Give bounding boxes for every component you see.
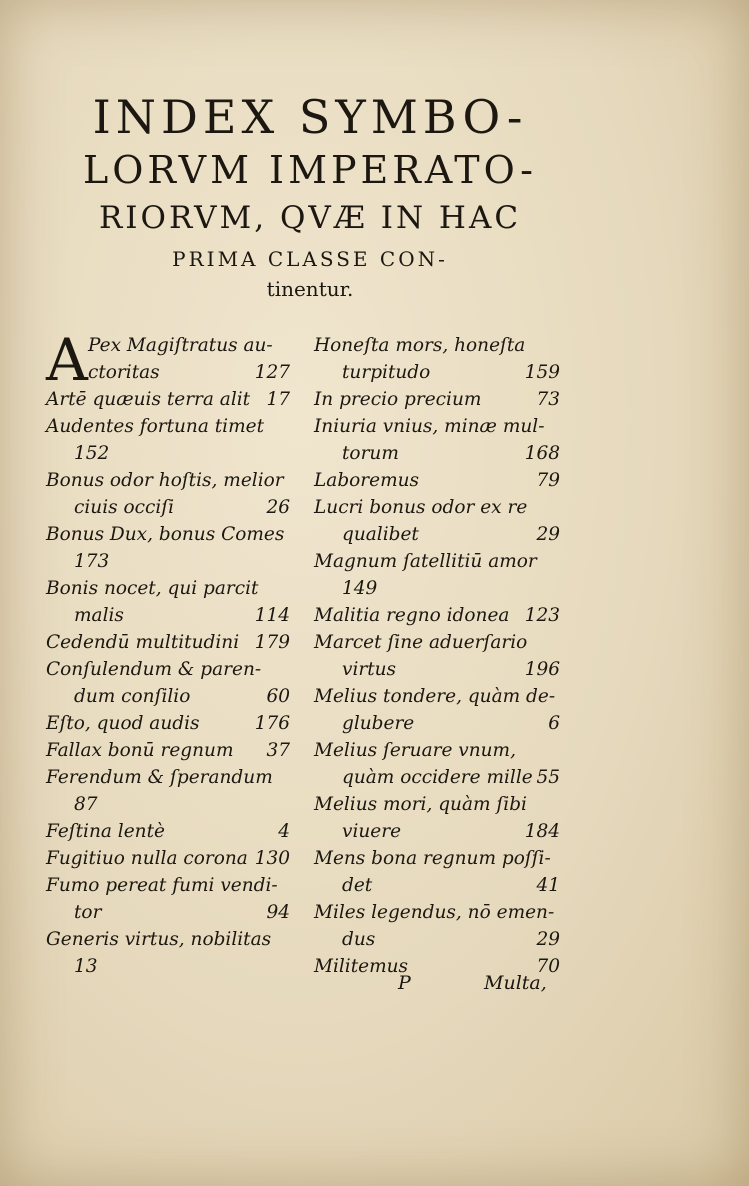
index-entry-line: [314, 386, 560, 413]
drop-cap: A: [46, 326, 88, 394]
index-entry-text: Iniuria vnius, minæ mul-: [314, 416, 545, 437]
index-entry-text: Melius mori, quàm ſibi: [314, 794, 527, 815]
index-entry-line: [314, 494, 560, 521]
index-entry-line: [46, 467, 290, 494]
index-entry-text: 152: [74, 443, 110, 464]
index-entry-line: [46, 548, 290, 575]
index-entry-line: [314, 575, 560, 602]
index-entry-text: Lucri bonus odor ex re: [314, 497, 528, 518]
index-entry-text: det: [342, 875, 373, 896]
index-entry-line: [314, 926, 560, 953]
index-entry-page-number: 41: [536, 875, 560, 896]
index-entry-page-number: 73: [536, 389, 560, 410]
catchword: Multa,: [484, 972, 547, 994]
index-entry-line: [314, 737, 560, 764]
index-entry-page-number: 29: [536, 524, 560, 545]
index-entry-page-number: 179: [254, 632, 290, 653]
index-entry-text: virtus: [342, 659, 397, 680]
index-entry-page-number: 60: [266, 686, 290, 707]
index-entry-page-number: 184: [524, 821, 560, 842]
page-footer: [0, 972, 749, 1002]
index-entry-text: 173: [74, 551, 110, 572]
index-entry-text: Mens bona regnum poſſi-: [314, 848, 551, 869]
index-entry-line: [314, 764, 560, 791]
index-entry-line: [314, 548, 560, 575]
index-title: [40, 88, 580, 302]
index-entry-text: Melius ſeruare vnum,: [314, 740, 516, 761]
index-entry-line: [314, 683, 560, 710]
index-entry-text: Marcet ſine aduerſario: [314, 632, 528, 653]
index-entry-line: [46, 521, 290, 548]
index-entry-line: [46, 494, 290, 521]
index-entry-text: Eſto, quod audis: [46, 713, 200, 734]
index-entry-line: [314, 629, 560, 656]
index-entry-line: [46, 602, 290, 629]
index-entry-text: dum conſilio: [74, 686, 191, 707]
index-entry-page-number: 6: [548, 713, 560, 734]
index-entry-line: [314, 467, 560, 494]
index-entry-line: [314, 872, 560, 899]
index-entry-page-number: 114: [254, 605, 290, 626]
index-entry-text: Miles legendus, nō emen-: [314, 902, 555, 923]
index-entry-text: Laboremus: [314, 470, 420, 491]
index-entry-line: [314, 656, 560, 683]
index-entry-text: 87: [74, 794, 98, 815]
index-entry-text: Conſulendum & paren-: [46, 659, 262, 680]
index-entry-text: Bonus odor hoſtis, melior: [46, 470, 284, 491]
index-entry-text: Audentes fortuna timet: [46, 416, 265, 437]
index-entry-text: Pex Magiſtratus au-: [88, 335, 273, 356]
index-entry-page-number: 94: [266, 902, 290, 923]
title-line-2: LORVM IMPERATO-: [82, 148, 537, 192]
index-entry-line: [46, 332, 290, 359]
index-entry-text: Melius tondere, quàm de-: [314, 686, 556, 707]
index-entry-page-number: 168: [524, 443, 560, 464]
index-entry-text: Bonis nocet, qui parcit: [46, 578, 259, 599]
index-entry-page-number: 196: [524, 659, 560, 680]
index-entry-page-number: 4: [278, 821, 290, 842]
index-entry-text: Fallax bonū regnum: [46, 740, 234, 761]
index-entry-text: torum: [342, 443, 399, 464]
index-entry-text: qualibet: [342, 524, 419, 545]
index-entry-line: [46, 683, 290, 710]
index-entry-text: In precio precium: [314, 389, 482, 410]
index-entry-page-number: 159: [524, 362, 560, 383]
index-entry-text: Honeſta mors, honeſta: [314, 335, 526, 356]
index-entry-text: Magnum ſatellitiū amor: [314, 551, 537, 572]
index-entry-text: turpitudo: [342, 362, 431, 383]
index-entry-line: [46, 656, 290, 683]
index-entry-line: [314, 413, 560, 440]
index-entry-line: [46, 737, 290, 764]
index-entry-line: [46, 926, 290, 953]
index-column-right: [314, 332, 560, 980]
index-entry-line: [46, 872, 290, 899]
index-entry-line: [46, 575, 290, 602]
index-entry-page-number: 26: [266, 497, 290, 518]
index-entry-text: Generis virtus, nobilitas: [46, 929, 272, 950]
index-entry-page-number: 70: [536, 956, 560, 977]
index-entry-text: 13: [74, 956, 98, 977]
index-entry-text: Cedendū multitudini: [46, 632, 240, 653]
index-entry-line: [314, 818, 560, 845]
index-entry-page-number: 29: [536, 929, 560, 950]
index-entry-text: Militemus: [314, 956, 409, 977]
index-entry-line: [46, 629, 290, 656]
index-entry-line: [46, 764, 290, 791]
index-entry-line: [314, 845, 560, 872]
index-entry-line: [314, 710, 560, 737]
index-entry-line: [46, 413, 290, 440]
title-line-4: PRIMA CLASSE CON-: [172, 247, 448, 271]
index-entry-page-number: 55: [536, 767, 560, 788]
index-entry-text: Ferendum & ſperandum: [46, 767, 273, 788]
index-entry-line: [46, 899, 290, 926]
index-entry-line: [46, 386, 290, 413]
index-entry-text: 149: [342, 578, 378, 599]
index-entry-line: [314, 440, 560, 467]
index-entry-text: Fumo pereat fumi vendi-: [46, 875, 278, 896]
index-entry-text: glubere: [342, 713, 415, 734]
index-entry-text: Malitia regno idonea: [314, 605, 510, 626]
index-entry-line: [46, 710, 290, 737]
index-entry-text: tor: [74, 902, 102, 923]
index-entry-text: viuere: [342, 821, 402, 842]
signature-mark: P: [398, 972, 411, 994]
index-column-left: [46, 326, 290, 980]
index-entry-text: quàm occidere mille: [342, 767, 533, 788]
index-entry-line: [46, 818, 290, 845]
index-entry-page-number: 176: [254, 713, 290, 734]
index-entry-page-number: 130: [254, 848, 290, 869]
index-entry-line: [314, 602, 560, 629]
title-line-1: INDEX SYMBO-: [92, 90, 528, 144]
index-entry-line: [314, 791, 560, 818]
index-entry-line: [46, 791, 290, 818]
index-entry-page-number: 79: [536, 470, 560, 491]
index-entry-page-number: 17: [266, 389, 290, 410]
index-entry-page-number: 37: [266, 740, 290, 761]
title-line-3: RIORVM, QVÆ IN HAC: [98, 200, 522, 236]
index-entry-text: Feſtina lentè: [46, 821, 165, 842]
index-entry-text: Fugitiuo nulla corona: [46, 848, 248, 869]
index-entry-text: ciuis occiſi: [74, 497, 175, 518]
index-entry-line: [46, 845, 290, 872]
index-entry-text: dus: [342, 929, 376, 950]
index-entry-line: [46, 440, 290, 467]
index-entry-line: [314, 899, 560, 926]
index-entry-line: [46, 359, 290, 386]
index-entry-text: Artē quæuis terra alit: [46, 389, 251, 410]
index-entry-text: Bonus Dux, bonus Comes: [46, 524, 285, 545]
index-entry-line: [314, 332, 560, 359]
index-entry-text: ctoritas: [88, 362, 160, 383]
index-entry-page-number: 123: [524, 605, 560, 626]
index-entry-page-number: 127: [254, 362, 290, 383]
index-entry-line: [314, 359, 560, 386]
index-entry-text: malis: [74, 605, 124, 626]
index-entry-line: [314, 521, 560, 548]
title-line-5: tinentur.: [266, 277, 354, 301]
